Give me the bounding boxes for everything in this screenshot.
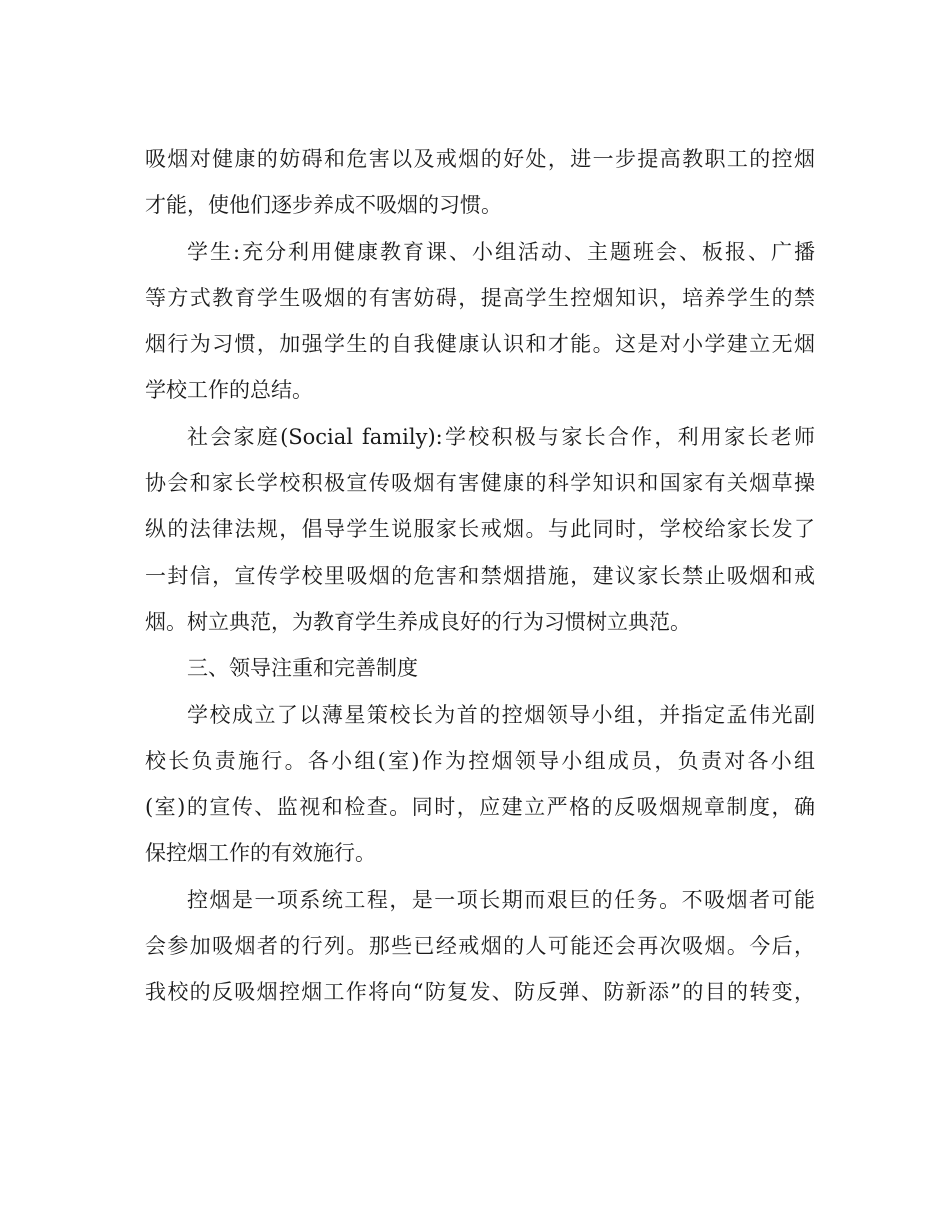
text-line: 协会和家长学校积极宣传吸烟有害健康的科学知识和国家有关烟草操 [145,471,815,496]
text-line: 校长负责施行。各小组(室)作为控烟领导小组成员，负责对各小组 [145,748,815,773]
text-line: 等方式教育学生吸烟的有害妨碍，提高学生控烟知识，培养学生的禁 [145,285,815,310]
paragraph-start-line: 学生:充分利用健康教育课、小组活动、主题班会、板报、广播 [187,239,815,264]
text-line: (室)的宣传、监视和检查。同时，应建立严格的反吸烟规章制度，确 [145,795,815,820]
text-line: 烟。树立典范，为教育学生养成良好的行为习惯树立典范。 [145,609,691,634]
text-line: 烟行为习惯，加强学生的自我健康认识和才能。这是对小学建立无烟 [145,332,815,357]
text-line: 一封信，宣传学校里吸烟的危害和禁烟措施，建议家长禁止吸烟和戒 [145,563,815,588]
text-line: 保控烟工作的有效施行。 [145,841,376,866]
section-heading: 三、领导注重和完善制度 [187,656,418,681]
paragraph-start-line: 控烟是一项系统工程，是一项长期而艰巨的任务。不吸烟者可能 [187,887,815,912]
text-line: 学校工作的总结。 [145,378,313,403]
paragraph-start-line: 学校成立了以薄星策校长为首的控烟领导小组，并指定孟伟光副 [187,702,815,727]
text-line: 会参加吸烟者的行列。那些已经戒烟的人可能还会再次吸烟。今后， [145,934,815,959]
text-line: 吸烟对健康的妨碍和危害以及戒烟的好处，进一步提高教职工的控烟 [145,147,815,171]
document-body [145,136,815,1016]
text-line: 才能，使他们逐步养成不吸烟的习惯。 [145,193,502,218]
text-line: 纵的法律法规，倡导学生说服家长戒烟。与此同时，学校给家长发了 [145,517,815,542]
paragraph-start-line: 社会家庭(Social family):学校积极与家长合作，利用家长老师 [187,424,815,449]
text-line: 我校的反吸烟控烟工作将向“防复发、防反弹、防新添”的目的转变， [145,980,815,1005]
